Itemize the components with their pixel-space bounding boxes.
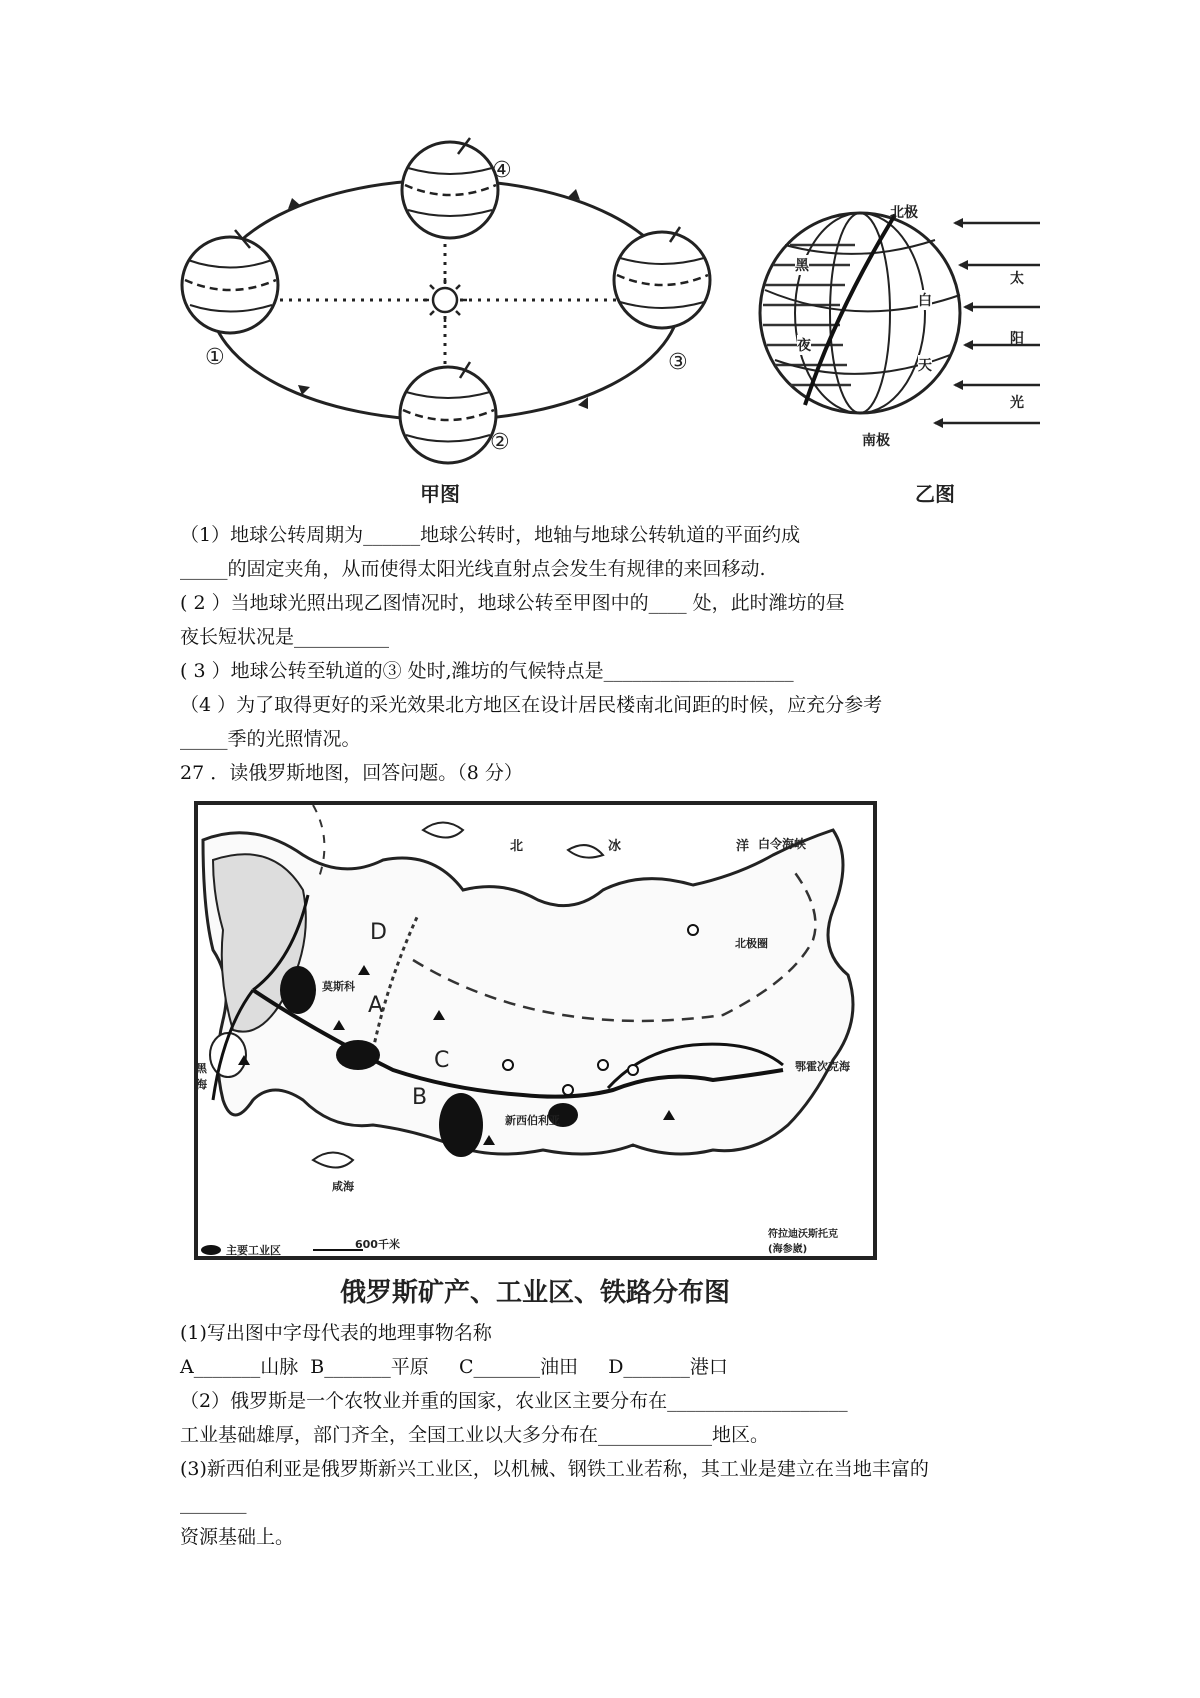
map-legend-scale: 600千米 xyxy=(355,1238,400,1251)
position-label-3: ③ xyxy=(668,350,688,375)
orbit-diagram xyxy=(180,130,740,470)
figure-caption-left: 甲图 xyxy=(420,482,460,506)
globe-label-north-pole: 北极 xyxy=(890,205,918,221)
map-label-okhotsk: 鄂霍次克海 xyxy=(795,1060,850,1073)
map-legend-industry: 主要工业区 xyxy=(226,1244,281,1257)
figure-caption-right: 乙图 xyxy=(915,482,955,506)
sunlight-label-1: 太 xyxy=(1010,271,1024,287)
position-label-2: ② xyxy=(490,430,510,455)
globe-label-black: 黑 xyxy=(795,255,809,275)
map-label-arctic-circle: 北极圈 xyxy=(735,937,768,950)
map-label-ice: 冰 xyxy=(608,839,622,854)
q27-line-5: (3)新西伯利亚是俄罗斯新兴工业区，以机械、钢铁工业若称，其工业是建立在当地丰富的 xyxy=(180,1458,929,1480)
q27-line-2: A_______山脉 B_______平原 C_______油田 D_______港口 xyxy=(180,1356,728,1378)
globe-label-day: 天 xyxy=(918,355,932,375)
globe-label-south-pole: 南极 xyxy=(862,433,890,449)
q27-line-3: （2）俄罗斯是一个农牧业并重的国家，农业区主要分布在___________________ xyxy=(180,1390,848,1412)
globe-label-white: 白 xyxy=(918,290,932,310)
map-caption: 俄罗斯矿产、工业区、铁路分布图 xyxy=(340,1278,731,1308)
map-letter-d: D xyxy=(370,920,387,945)
sunlight-label-2: 阳 xyxy=(1010,331,1024,347)
q27-title: 27 ．读俄罗斯地图，回答问题。（8 分） xyxy=(180,762,523,784)
q26-line-7: _____季的光照情况。 xyxy=(180,728,361,750)
map-note-vladivostok: 符拉迪沃斯托克(海参崴) xyxy=(768,1229,838,1255)
map-label-ocean: 洋 xyxy=(736,839,750,854)
map-label-moscow: 莫斯科 xyxy=(322,980,355,993)
q26-line-1: （1）地球公转周期为______地球公转时，地轴与地球公转轨道的平面约成 xyxy=(180,524,801,546)
q26-line-4: 夜长短状况是__________ xyxy=(180,626,390,648)
map-letter-c: C xyxy=(434,1048,450,1073)
map-label-north: 北 xyxy=(510,839,524,854)
position-label-1: ① xyxy=(205,345,225,370)
q26-line-5: ( 3 ）地球公转至轨道的③ 处时,潍坊的气候特点是____________________ xyxy=(180,660,794,682)
map-letter-a: A xyxy=(368,993,384,1018)
q27-line-1: (1)写出图中字母代表的地理事物名称 xyxy=(180,1322,492,1344)
q26-line-6: （4 ）为了取得更好的采光效果北方地区在设计居民楼南北间距的时候，应充分参考 xyxy=(180,694,883,716)
sunlight-globe-diagram xyxy=(755,195,1045,445)
map-label-caspian: 咸海 xyxy=(332,1180,354,1193)
map-label-black-sea: 黑海 xyxy=(196,1062,207,1091)
map-label-novosibirsk: 新西伯利亚 xyxy=(505,1114,560,1127)
sunlight-label-3: 光 xyxy=(1010,395,1024,411)
map-letter-b: B xyxy=(412,1085,428,1110)
q27-line-6: _______ xyxy=(180,1492,247,1514)
position-label-4: ④ xyxy=(492,158,512,183)
globe-label-night: 夜 xyxy=(797,335,811,355)
russia-map xyxy=(193,800,878,1265)
q26-line-3: ( 2 ）当地球光照出现乙图情况时，地球公转至甲图中的____ 处，此时潍坊的昼 xyxy=(180,592,845,614)
q26-line-2: _____的固定夹角，从而使得太阳光线直射点会发生有规律的来回移动. xyxy=(180,558,766,580)
q27-line-4: 工业基础雄厚，部门齐全，全国工业以大多分布在____________地区。 xyxy=(180,1424,770,1446)
q27-line-7: 资源基础上。 xyxy=(180,1526,295,1548)
map-label-strait: 白令海峡 xyxy=(758,837,807,851)
